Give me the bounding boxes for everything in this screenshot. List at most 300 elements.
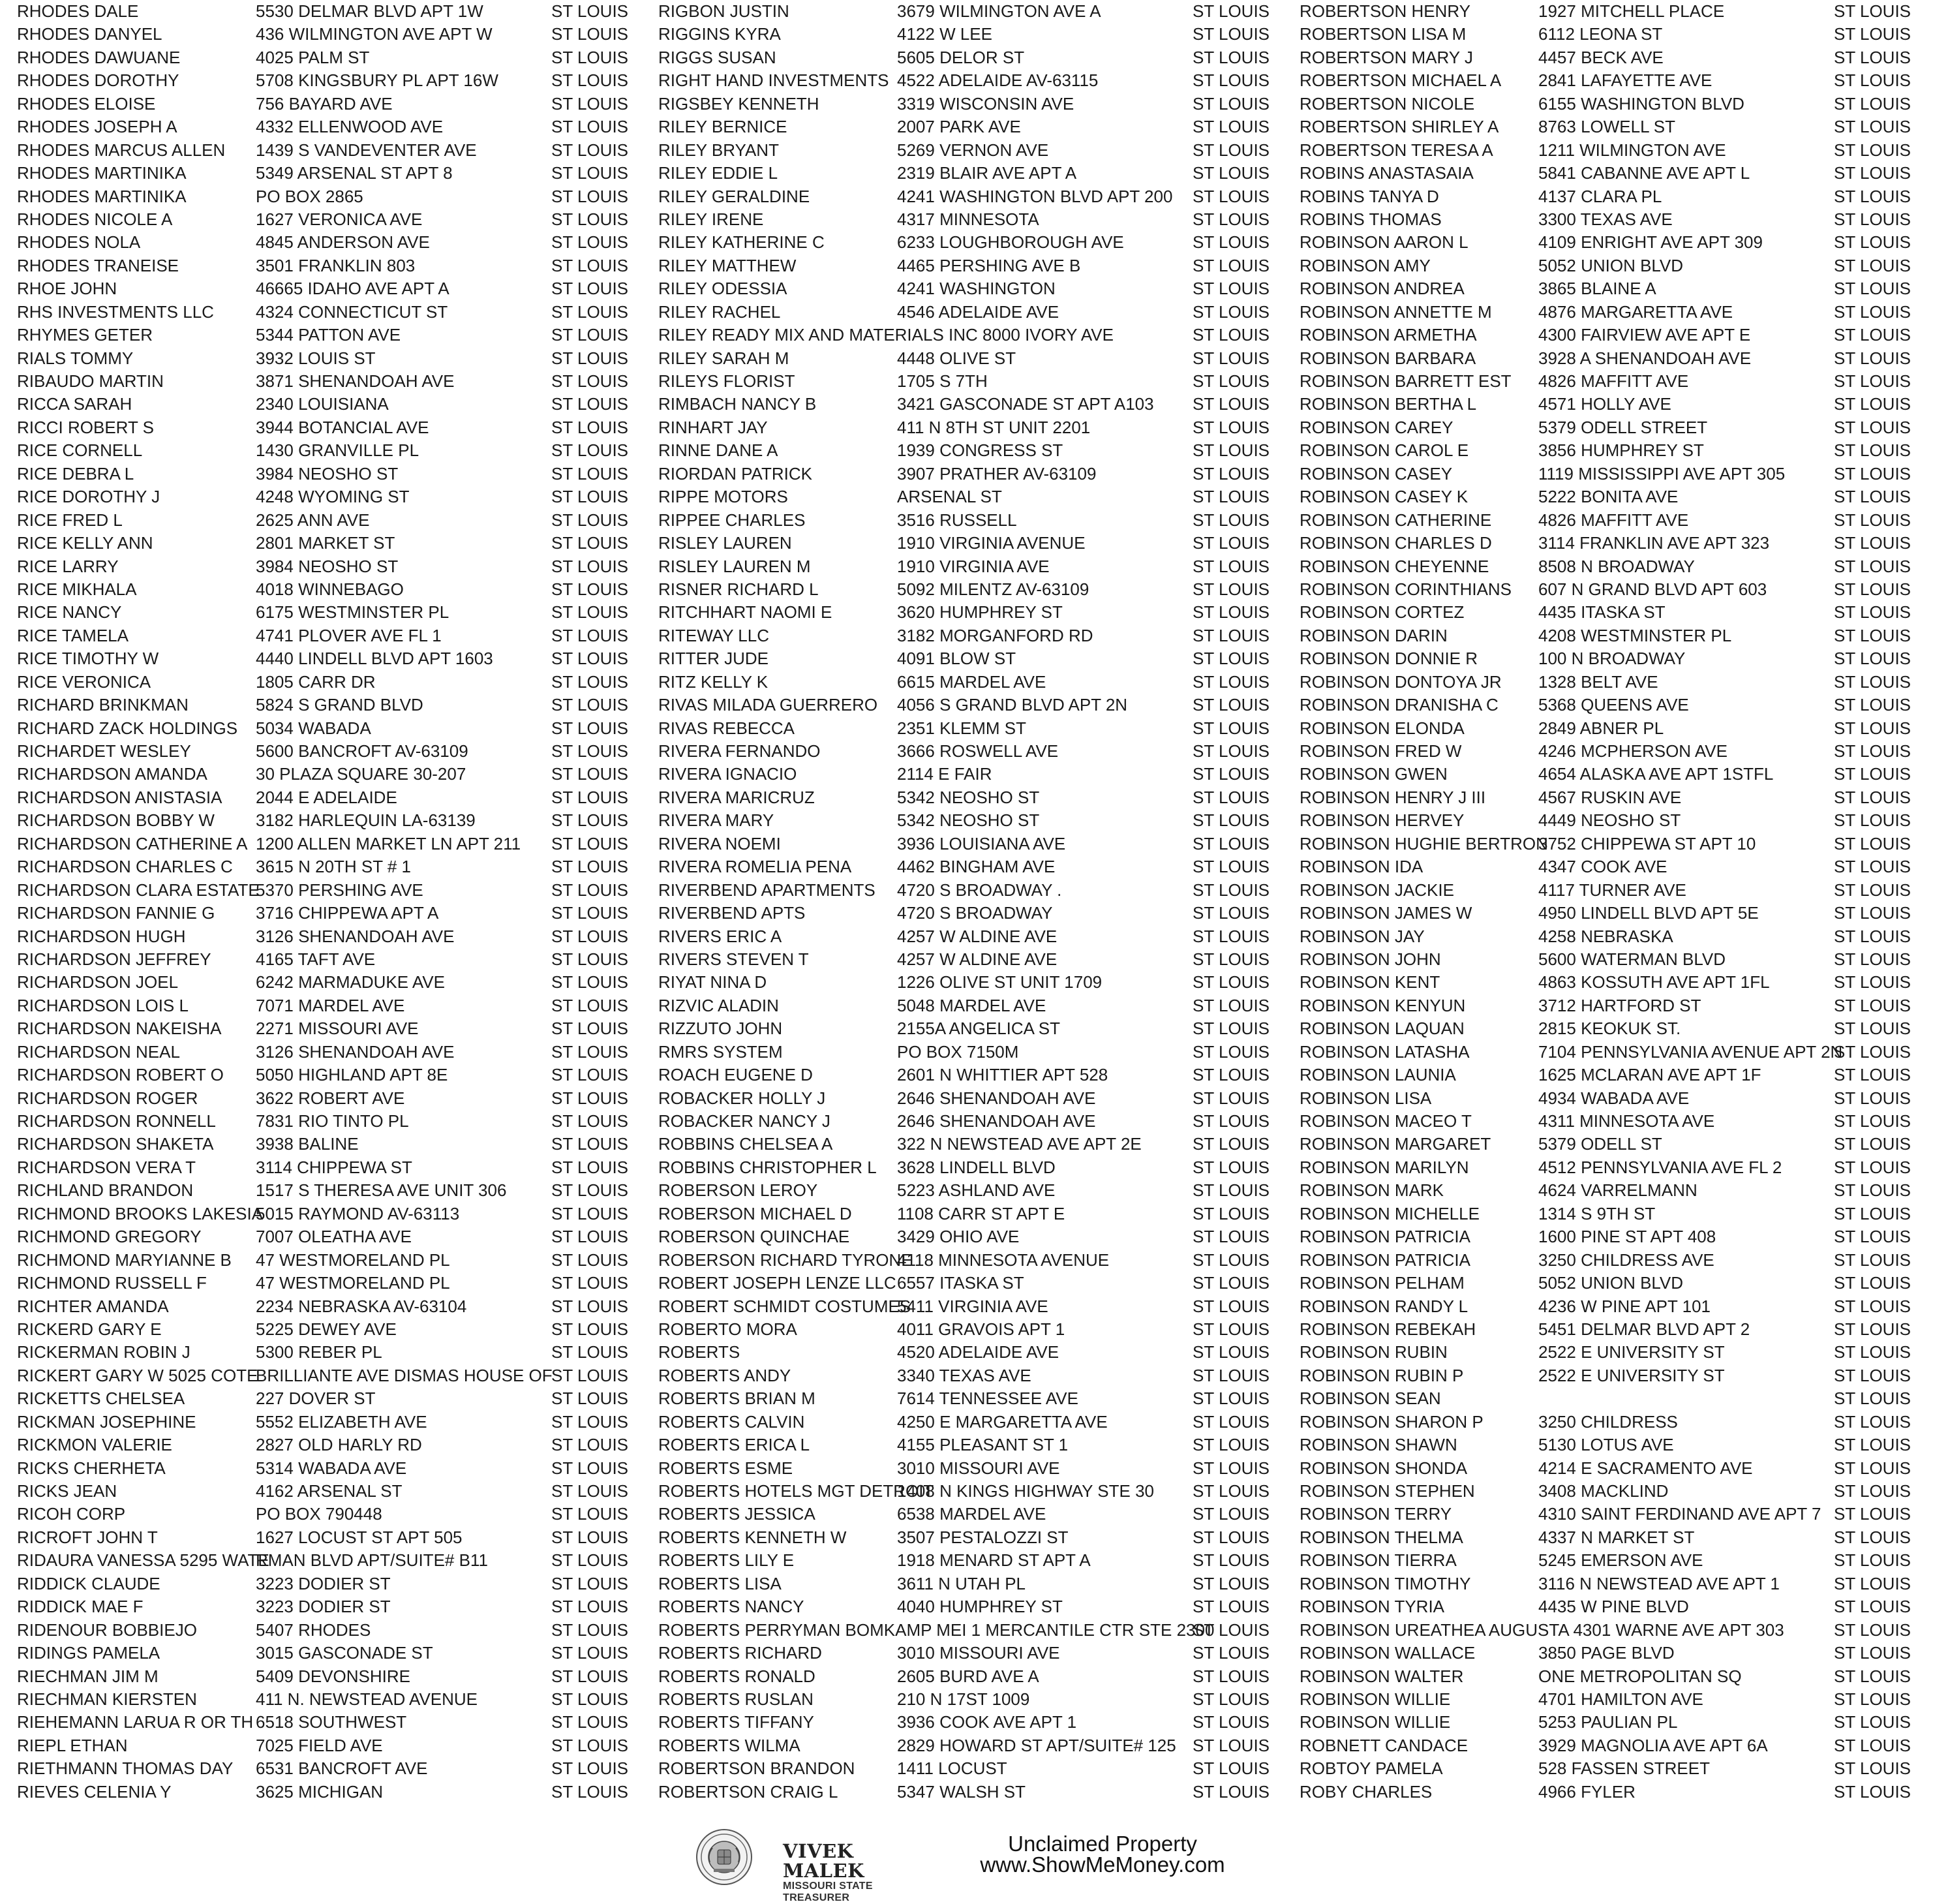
owner-address: 3116 N NEWSTEAD AVE APT 1 <box>1538 1573 1780 1593</box>
owner-name: RICHARDSON NEAL <box>17 1041 180 1062</box>
listing-row <box>17 393 658 416</box>
listing-row <box>1300 1225 1933 1248</box>
listing-row <box>17 277 658 300</box>
listing-row <box>658 1017 1300 1040</box>
owner-name: ROBTOY PAMELA <box>1300 1758 1443 1779</box>
owner-address: 7104 PENNSYLVANIA AVENUE APT 2N <box>1538 1041 1843 1062</box>
owner-address: 4435 ITASKA ST <box>1538 602 1666 622</box>
owner-city: ST LOUIS <box>551 602 629 622</box>
owner-address: 4520 ADELAIDE AVE <box>897 1342 1059 1362</box>
owner-address: 5048 MARDEL AVE <box>897 995 1046 1015</box>
listing-row <box>1300 23 1933 46</box>
owner-name: RICE DEBRA L <box>17 463 134 484</box>
owner-name: ROBERTSON MARY J <box>1300 47 1473 67</box>
listing-row <box>17 1017 658 1040</box>
owner-city: ST LOUIS <box>1834 279 1911 299</box>
owner-address: 1408 N KINGS HIGHWAY STE 30 <box>897 1481 1154 1501</box>
owner-city: ST LOUIS <box>1834 1250 1911 1270</box>
owner-name: ROBERTSON BRANDON <box>658 1758 855 1779</box>
owner-name: ROBINSON DARIN <box>1300 625 1448 645</box>
listing-row <box>1300 971 1933 994</box>
listing-row <box>17 879 658 902</box>
owner-address: 4826 MAFFITT AVE <box>1538 510 1689 530</box>
owner-address: 5407 RHODES <box>256 1620 371 1640</box>
listing-row <box>17 601 658 624</box>
owner-address: 4440 LINDELL BLVD APT 1603 <box>256 649 493 669</box>
listing-row <box>1300 833 1933 855</box>
owner-name: RINNE DANE A <box>658 440 778 461</box>
owner-city: ST LOUIS <box>1834 602 1911 622</box>
owner-city: ST LOUIS <box>1193 371 1270 391</box>
listing-row <box>17 578 658 601</box>
owner-name: RIALS TOMMY <box>17 348 134 368</box>
owner-city: ST LOUIS <box>1834 487 1911 507</box>
listing-row <box>17 948 658 971</box>
listing-row <box>1300 601 1933 624</box>
owner-address: 3507 PESTALOZZI ST <box>897 1527 1069 1547</box>
listing-row <box>658 717 1300 740</box>
owner-name: RICHARDSON JEFFREY <box>17 949 211 969</box>
owner-city: ST LOUIS <box>1193 279 1270 299</box>
owner-city: ST LOUIS <box>551 510 629 530</box>
owner-city: ST LOUIS <box>551 1758 629 1779</box>
owner-address: 3620 HUMPHREY ST <box>897 602 1063 622</box>
owner-city: ST LOUIS <box>1834 649 1911 669</box>
owner-city: ST LOUIS <box>551 301 629 322</box>
owner-address: 411 N 8TH ST UNIT 2201 <box>897 417 1091 437</box>
owner-address: 3716 CHIPPEWA APT A <box>256 903 439 923</box>
owner-address: 3126 SHENANDOAH AVE <box>256 1041 455 1062</box>
listing-row <box>658 254 1300 277</box>
owner-address: 4966 FYLER <box>1538 1781 1636 1802</box>
owner-address: 3625 MICHIGAN <box>256 1781 384 1802</box>
owner-name: ROACH EUGENE D <box>658 1065 813 1085</box>
owner-address: 3907 PRATHER AV-63109 <box>897 463 1097 484</box>
owner-address: 2801 MARKET ST <box>256 533 395 553</box>
listing-column-3 <box>1300 0 1933 1807</box>
owner-city: ST LOUIS <box>1834 1296 1911 1316</box>
listing-row <box>17 1526 658 1549</box>
listing-row <box>658 1179 1300 1202</box>
owner-name: ROBERTSON SHIRLEY A <box>1300 117 1499 137</box>
owner-city: ST LOUIS <box>1193 1411 1270 1432</box>
owner-city: ST LOUIS <box>1834 1203 1911 1223</box>
listing-row <box>17 115 658 138</box>
owner-city: ST LOUIS <box>1193 1157 1270 1177</box>
owner-name: RITTER JUDE <box>658 649 769 669</box>
owner-address: 5349 ARSENAL ST APT 8 <box>256 163 453 183</box>
listing-row <box>1300 1295 1933 1318</box>
owner-address: 1211 WILMINGTON AVE <box>1538 140 1726 160</box>
owner-name: RILEY RACHEL <box>658 301 781 322</box>
owner-city: ST LOUIS <box>1193 1227 1270 1247</box>
listing-row <box>658 1480 1300 1503</box>
owner-name: ROBINSON WILLIE <box>1300 1689 1451 1709</box>
owner-city: ST LOUIS <box>1193 325 1270 345</box>
owner-city: ST LOUIS <box>1193 232 1270 253</box>
owner-name: RISNER RICHARD L <box>658 579 819 599</box>
listing-row <box>658 370 1300 393</box>
owner-address: 3516 RUSSELL <box>897 510 1017 530</box>
listing-row <box>658 439 1300 462</box>
listing-row <box>17 902 658 925</box>
listing-row <box>17 1619 658 1642</box>
listing-row <box>658 740 1300 763</box>
owner-address: 5269 VERNON AVE <box>897 140 1049 160</box>
owner-city: ST LOUIS <box>1834 140 1911 160</box>
owner-city: ST LOUIS <box>1834 695 1911 715</box>
owner-name: ROBINSON PELHAM <box>1300 1273 1465 1293</box>
owner-address: ARSENAL ST <box>897 487 1002 507</box>
listing-row <box>17 509 658 532</box>
listing-row <box>658 1203 1300 1225</box>
owner-address: 5824 S GRAND BLVD <box>256 695 423 715</box>
owner-city: ST LOUIS <box>551 371 629 391</box>
listing-row <box>658 925 1300 948</box>
listing-row <box>1300 301 1933 324</box>
owner-address: 3010 MISSOURI AVE <box>897 1458 1060 1478</box>
listing-row <box>658 902 1300 925</box>
owner-city: ST LOUIS <box>1193 1573 1270 1593</box>
owner-address: PO BOX 7150M <box>897 1041 1019 1062</box>
owner-address: 2841 LAFAYETTE AVE <box>1538 70 1712 91</box>
owner-address: 5300 REBER PL <box>256 1342 382 1362</box>
owner-city: ST LOUIS <box>1834 1597 1911 1617</box>
listing-row <box>1300 1457 1933 1480</box>
owner-city: ST LOUIS <box>551 140 629 160</box>
owner-name: ROBINSON UREATHEA AUGUSTA 4301 WARNE AVE APT 303 <box>1300 1620 1784 1640</box>
owner-address: 5253 PAULIAN PL <box>1538 1712 1678 1732</box>
listing-row <box>17 855 658 878</box>
owner-name: ROBINSON TERRY <box>1300 1504 1452 1524</box>
owner-name: RIBAUDO MARTIN <box>17 371 164 391</box>
owner-address: 3319 WISCONSIN AVE <box>897 93 1074 114</box>
program-info <box>979 1834 1226 1875</box>
owner-name: ROBERTS <box>658 1342 740 1362</box>
owner-name: RICHARDSON AMANDA <box>17 764 207 784</box>
listing-row <box>17 1041 658 1064</box>
owner-city: ST LOUIS <box>1193 1458 1270 1478</box>
owner-city: ST LOUIS <box>1193 140 1270 160</box>
owner-city: ST LOUIS <box>551 1 629 21</box>
owner-city: ST LOUIS <box>1834 1065 1911 1085</box>
owner-address: 1939 CONGRESS ST <box>897 440 1063 461</box>
listing-row <box>658 1133 1300 1156</box>
owner-name: RIVERBEND APTS <box>658 903 806 923</box>
owner-address: 2646 SHENANDOAH AVE <box>897 1111 1096 1131</box>
owner-name: ROBINSON CAREY <box>1300 417 1454 437</box>
owner-city: ST LOUIS <box>1193 833 1270 853</box>
listing-row <box>658 162 1300 185</box>
listing-row <box>17 925 658 948</box>
owner-city: ST LOUIS <box>551 764 629 784</box>
owner-address: 3501 FRANKLIN 803 <box>256 255 416 275</box>
listing-row <box>658 23 1300 46</box>
owner-name: RIYAT NINA D <box>658 972 767 992</box>
listing-row <box>1300 46 1933 69</box>
owner-address: 4162 ARSENAL ST <box>256 1481 403 1501</box>
owner-name: RICHARD ZACK HOLDINGS <box>17 718 238 738</box>
owner-name: RICOH CORP <box>17 1504 126 1524</box>
owner-name: RICE DOROTHY J <box>17 487 160 507</box>
owner-name: RISLEY LAUREN <box>658 533 792 553</box>
listing-row <box>1300 925 1933 948</box>
owner-city: ST LOUIS <box>1834 1643 1911 1663</box>
owner-address: 4018 WINNEBAGO <box>256 579 404 599</box>
owner-name: RILEY EDDIE L <box>658 163 778 183</box>
owner-city: ST LOUIS <box>1193 972 1270 992</box>
owner-name: ROBERSON QUINCHAE <box>658 1227 850 1247</box>
listing-row <box>17 717 658 740</box>
owner-address: 4720 S BROADWAY <box>897 903 1053 923</box>
owner-address: 1627 LOCUST ST APT 505 <box>256 1527 463 1547</box>
listing-row <box>17 69 658 92</box>
owner-city: ST LOUIS <box>551 995 629 1015</box>
owner-city: ST LOUIS <box>1834 301 1911 322</box>
owner-city: ST LOUIS <box>551 440 629 461</box>
owner-city: ST LOUIS <box>1834 209 1911 229</box>
owner-city: ST LOUIS <box>1193 1250 1270 1270</box>
owner-city: ST LOUIS <box>1193 718 1270 738</box>
listing-row <box>658 532 1300 555</box>
owner-name: RILEYS FLORIST <box>658 371 795 391</box>
owner-name: RIORDAN PATRICK <box>658 463 812 484</box>
owner-address: 4571 HOLLY AVE <box>1538 394 1671 414</box>
owner-name: RHODES TRANEISE <box>17 255 179 275</box>
listing-row <box>658 301 1300 324</box>
listing-row <box>17 439 658 462</box>
owner-name: RHODES NOLA <box>17 232 141 253</box>
owner-city: ST LOUIS <box>1834 463 1911 484</box>
owner-name: ROBINSON DONTOYA JR <box>1300 671 1502 692</box>
owner-city: ST LOUIS <box>1834 1411 1911 1432</box>
owner-address: 5379 ODELL ST <box>1538 1134 1662 1154</box>
listing-row <box>17 786 658 809</box>
listing-row <box>658 948 1300 971</box>
owner-city: ST LOUIS <box>1193 787 1270 807</box>
owner-name: ROBINS ANASTASAIA <box>1300 163 1474 183</box>
listing-row <box>658 624 1300 647</box>
owner-address: 2044 E ADELAIDE <box>256 787 397 807</box>
owner-name: ROBY CHARLES <box>1300 1781 1433 1802</box>
owner-city: ST LOUIS <box>551 325 629 345</box>
owner-name: RITCHHART NAOMI E <box>658 602 832 622</box>
owner-name: ROBINSON CAROL E <box>1300 440 1469 461</box>
owner-name: RIDDICK MAE F <box>17 1597 144 1617</box>
owner-address: 4214 E SACRAMENTO AVE <box>1538 1458 1753 1478</box>
owner-address: 4522 ADELAIDE AV-63115 <box>897 70 1099 91</box>
owner-name: RIVERA IGNACIO <box>658 764 797 784</box>
owner-address: 3752 CHIPPEWA ST APT 10 <box>1538 833 1756 853</box>
owner-address: 5605 DELOR ST <box>897 47 1025 67</box>
owner-address: 6155 WASHINGTON BLVD <box>1538 93 1744 114</box>
owner-address: 1108 CARR ST APT E <box>897 1203 1065 1223</box>
owner-name: ROBERTS PERRYMAN BOMKAMP MEI 1 MERCANTILE CTR STE 2300 <box>658 1620 1215 1640</box>
listing-row <box>658 277 1300 300</box>
listing-row <box>658 971 1300 994</box>
listing-row <box>658 1734 1300 1757</box>
owner-city: ST LOUIS <box>551 1273 629 1293</box>
owner-name: RIVERA NOEMI <box>658 833 781 853</box>
owner-city: ST LOUIS <box>551 1227 629 1247</box>
owner-city: ST LOUIS <box>1834 1689 1911 1709</box>
state-seal-icon <box>695 1828 753 1886</box>
listing-row <box>658 485 1300 508</box>
listing-row <box>1300 555 1933 578</box>
listing-row <box>1300 162 1933 185</box>
owner-city: ST LOUIS <box>1193 903 1270 923</box>
owner-city: ST LOUIS <box>1834 1227 1911 1247</box>
owner-address: 5314 WABADA AVE <box>256 1458 407 1478</box>
owner-address: 1600 PINE ST APT 408 <box>1538 1227 1716 1247</box>
owner-name: ROBINSON KENT <box>1300 972 1440 992</box>
listing-row <box>1300 1573 1933 1595</box>
owner-city: ST LOUIS <box>551 47 629 67</box>
owner-city: ST LOUIS <box>1193 93 1270 114</box>
owner-address: 5092 MILENTZ AV-63109 <box>897 579 1089 599</box>
owner-city: ST LOUIS <box>1193 1758 1270 1779</box>
listing-row <box>1300 463 1933 485</box>
owner-city: ST LOUIS <box>1834 70 1911 91</box>
owner-address: 2234 NEBRASKA AV-63104 <box>256 1296 467 1316</box>
owner-name: RHODES ELOISE <box>17 93 156 114</box>
owner-city: ST LOUIS <box>1834 1041 1911 1062</box>
owner-name: ROBINSON STEPHEN <box>1300 1481 1475 1501</box>
listing-row <box>1300 115 1933 138</box>
listing-row <box>1300 671 1933 694</box>
listing-row <box>1300 139 1933 162</box>
owner-city: ST LOUIS <box>1834 371 1911 391</box>
owner-name: ROBINSON ELONDA <box>1300 718 1465 738</box>
owner-address: 1627 VERONICA AVE <box>256 209 423 229</box>
listing-row <box>17 1480 658 1503</box>
owner-name: ROBERTS WILMA <box>658 1735 800 1755</box>
listing-row <box>1300 855 1933 878</box>
owner-name: RIEHEMANN LARUA R OR TH <box>17 1712 254 1732</box>
listing-row <box>1300 231 1933 254</box>
owner-city: ST LOUIS <box>1193 1134 1270 1154</box>
listing-row <box>17 254 658 277</box>
owner-name: RICCI ROBERT S <box>17 417 154 437</box>
owner-address: 5841 CABANNE AVE APT L <box>1538 163 1750 183</box>
owner-address: 3429 OHIO AVE <box>897 1227 1020 1247</box>
owner-city: ST LOUIS <box>1834 833 1911 853</box>
owner-address: 5411 VIRGINIA AVE <box>897 1296 1048 1316</box>
owner-city: ST LOUIS <box>551 1643 629 1663</box>
owner-address: 3182 MORGANFORD RD <box>897 625 1093 645</box>
owner-name: RICHARDSON SHAKETA <box>17 1134 214 1154</box>
listing-row <box>658 647 1300 670</box>
owner-city: ST LOUIS <box>1834 880 1911 900</box>
owner-address: 4465 PERSHING AVE B <box>897 255 1081 275</box>
owner-city: ST LOUIS <box>1834 1389 1911 1409</box>
owner-name: RHOE JOHN <box>17 279 117 299</box>
listing-row <box>17 833 658 855</box>
owner-address: 3944 BOTANCIAL AVE <box>256 417 429 437</box>
owner-name: ROBERTS RONALD <box>658 1666 815 1686</box>
owner-name: ROBERTS JESSICA <box>658 1504 815 1524</box>
owner-address: 4332 ELLENWOOD AVE <box>256 117 444 137</box>
owner-name: ROBINSON JAY <box>1300 926 1425 946</box>
listing-row <box>1300 1711 1933 1734</box>
owner-city: ST LOUIS <box>551 348 629 368</box>
owner-city: ST LOUIS <box>1193 1111 1270 1131</box>
owner-city: ST LOUIS <box>1193 926 1270 946</box>
listing-row <box>658 1156 1300 1179</box>
owner-city: ST LOUIS <box>551 279 629 299</box>
owner-name: ROBERTSON CRAIG L <box>658 1781 838 1802</box>
owner-city: ST LOUIS <box>1834 255 1911 275</box>
listing-row <box>658 879 1300 902</box>
listing-row <box>658 1225 1300 1248</box>
owner-name: ROBBINS CHELSEA A <box>658 1134 833 1154</box>
listing-row <box>1300 439 1933 462</box>
listing-row <box>658 855 1300 878</box>
owner-address: 4056 S GRAND BLVD APT 2N <box>897 695 1128 715</box>
owner-name: ROBINSON SHARON P <box>1300 1411 1484 1432</box>
listing-row <box>1300 1203 1933 1225</box>
owner-name: ROBINSON THELMA <box>1300 1527 1463 1547</box>
owner-city: ST LOUIS <box>1193 1296 1270 1316</box>
listing-row <box>1300 902 1933 925</box>
owner-address: 3850 PAGE BLVD <box>1538 1643 1675 1663</box>
listing-row <box>1300 879 1933 902</box>
owner-city: ST LOUIS <box>551 70 629 91</box>
owner-name: ROBERTS LILY E <box>658 1550 795 1571</box>
owner-address: 7831 RIO TINTO PL <box>256 1111 409 1131</box>
owner-city: ST LOUIS <box>551 24 629 44</box>
owner-name: ROBINSON TYRIA <box>1300 1597 1445 1617</box>
listing-row <box>658 578 1300 601</box>
listing-row <box>17 0 658 23</box>
owner-city: ST LOUIS <box>551 1389 629 1409</box>
treasurer-branding <box>783 1841 939 1904</box>
listing-row <box>17 93 658 115</box>
owner-city: ST LOUIS <box>1193 880 1270 900</box>
owner-name: RIDINGS PAMELA <box>17 1643 160 1663</box>
owner-address: 1200 ALLEN MARKET LN APT 211 <box>256 833 521 853</box>
owner-address: 322 N NEWSTEAD AVE APT 2E <box>897 1134 1142 1154</box>
listing-row <box>1300 1503 1933 1526</box>
owner-name: RHODES DALE <box>17 1 139 21</box>
owner-city: ST LOUIS <box>1834 1365 1911 1385</box>
owner-name: ROBERTS RICHARD <box>658 1643 822 1663</box>
owner-name: ROBINSON MARILYN <box>1300 1157 1469 1177</box>
listing-row <box>658 231 1300 254</box>
owner-city: ST LOUIS <box>551 1435 629 1455</box>
owner-address: 3938 BALINE <box>256 1134 359 1154</box>
listing-row <box>1300 740 1933 763</box>
owner-city: ST LOUIS <box>551 579 629 599</box>
listing-row <box>658 1503 1300 1526</box>
owner-address: 30 PLAZA SQUARE 30-207 <box>256 764 466 784</box>
listing-row <box>658 1295 1300 1318</box>
owner-city: ST LOUIS <box>551 1203 629 1223</box>
listing-row <box>1300 948 1933 971</box>
owner-address: 3223 DODIER ST <box>256 1573 391 1593</box>
owner-address: 5600 WATERMAN BLVD <box>1538 949 1726 969</box>
owner-city: ST LOUIS <box>551 949 629 969</box>
program-url[interactable]: www.ShowMeMoney.com <box>980 1852 1225 1877</box>
owner-address: 3408 MACKLIND <box>1538 1481 1669 1501</box>
owner-address: 3421 GASCONADE ST APT A103 <box>897 394 1154 414</box>
listing-row <box>1300 416 1933 439</box>
owner-city: ST LOUIS <box>1834 348 1911 368</box>
owner-name: RHODES MARTINIKA <box>17 186 187 206</box>
owner-address: 5225 DEWEY AVE <box>256 1319 397 1339</box>
owner-address: 1910 VIRGINIA AVE <box>897 556 1050 576</box>
owner-name: ROBERTS ERICA L <box>658 1435 810 1455</box>
